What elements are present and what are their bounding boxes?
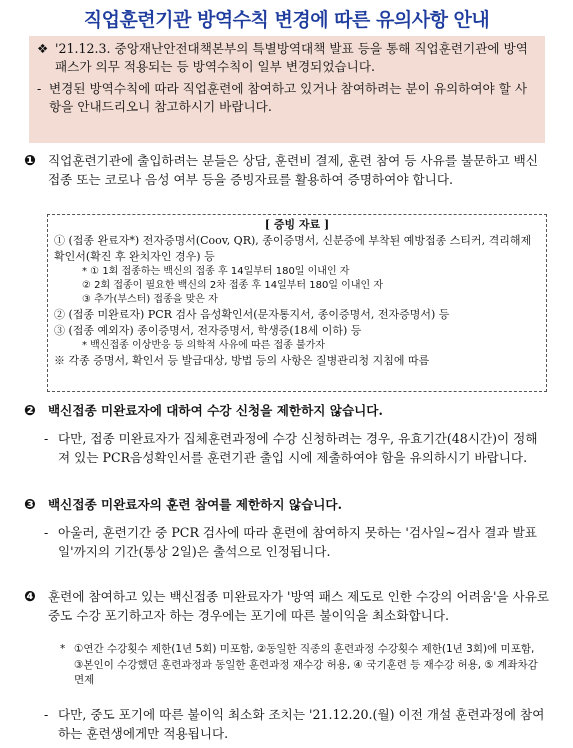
section-4-text: 훈련에 참여하고 있는 백신접종 미완료자가 '방역 패스 제도로 인한 수강의 어려움'을 사유로 중도 수강 포기하고자 하는 경우에는 포기에 따른 불이익을 최소화합니다. [48, 589, 550, 623]
evidence-header: [ 증빙 자료 ] [264, 218, 330, 231]
evidence-item-2: ② (접종 미완료자) PCR 검사 음성확인서(문자통지서, 종이증명서, 전자증명서) 등 [54, 308, 450, 321]
evidence-item-1: ① (접종 완료자*) 전자증명서(Coov, QR), 종이증명서, 신분증에 부착된 예방접종 스티커, 격리해제 확인서(확진 후 완치자인 경우) 등 [54, 234, 532, 263]
section-number-1: ❶ [24, 153, 36, 169]
section-2-detail: - 다만, 접종 미완료자가 집체훈련과정에 수강 신청하려는 경우, 유효기간(48시간)이 정해져 있는 PCR음성확인서를 훈련기관 출입 시에 제출하여야 함을 유의하시기 바랍니다. [44, 430, 548, 467]
evidence-item-3: ③ (접종 예외자) 종이증명서, 전자증명서, 학생증(18세 이하) 등 [54, 324, 362, 337]
evidence-sub-1: * ① 1회 접종하는 백신의 접종 후 14일부터 180일 이내인 자 [82, 266, 350, 277]
section-2 [24, 402, 550, 421]
section-1 [24, 152, 550, 189]
evidence-footer: ※ 각종 증명서, 확인서 등 발급대상, 방법 등의 사항은 질병관리청 지침에 따름 [54, 354, 430, 367]
section-3-text: 백신접종 미완료자의 훈련 참여를 제한하지 않습니다. [48, 497, 342, 512]
section-number-3: ❸ [24, 497, 36, 513]
section-4-detail: - 다만, 중도 포기에 따른 불이익 최소화 조치는 '21.12.20.(월) 이전 개설 훈련과정에 참여하는 훈련생에게만 적용됩니다. [44, 706, 548, 743]
dash-marker: - [37, 81, 42, 96]
section-4-note: * ①연간 수강횟수 제한(1년 5회) 미포함, ②동일한 직종의 훈련과정 수강횟수 제한(1년 3회)에 미포함, ③본인이 수강했던 훈련과정과 동일한 훈련과정 재수강 허용, ④ 국기훈련 등 재수강 허용, ⑤ 계좌차감 면제 [60, 642, 544, 689]
section-4 [24, 588, 550, 625]
section-3-detail-text: 아울러, 훈련기간 중 PCR 검사에 따라 훈련에 참여하지 못하는 '검사일~검사 결과 발표일'까지의 기간(통상 2일)은 출석으로 인정됩니다. [58, 525, 537, 559]
notice-sub-text: 변경된 방역수칙에 따라 직업훈련에 참여하고 있거나 참여하려는 분이 유의하여야 할 사항을 안내드리오니 참고하시기 바랍니다. [49, 81, 527, 114]
section-3-detail: - 아울러, 훈련기간 중 PCR 검사에 따라 훈련에 참여하지 못하는 '검사일~검사 결과 발표일'까지의 기간(통상 2일)은 출석으로 인정됩니다. [44, 524, 548, 561]
evidence-sub-2: ② 2회 접종이 필요한 백신의 2차 접종 후 14일부터 180일 이내인 자 [82, 280, 383, 291]
evidence-box [47, 214, 547, 392]
section-4-detail-text: 다만, 중도 포기에 따른 불이익 최소화 조치는 '21.12.20.(월) 이전 개설 훈련과정에 참여하는 훈련생에게만 적용됩니다. [58, 707, 545, 741]
notice-lead-text: '21.12.3. 중앙재난안전대책본부의 특별방역대책 발표 등을 통해 직업훈련기관에 방역 패스가 의무 적용되는 등 방역수칙이 일부 변경되었습니다. [55, 41, 528, 74]
page-title: 직업훈련기관 방역수칙 변경에 따른 유의사항 안내 [83, 9, 490, 31]
evidence-sub-3: ③ 추가(부스터) 접종을 맞은 자 [82, 294, 218, 305]
section-2-detail-text: 다만, 접종 미완료자가 집체훈련과정에 수강 신청하려는 경우, 유효기간(48시간)이 정해져 있는 PCR음성확인서를 훈련기관 출입 시에 제출하여야 함을 유의하시기 바랍니다. [58, 431, 538, 465]
notice-box [29, 36, 545, 143]
section-3 [24, 496, 550, 515]
section-number-4: ❹ [24, 589, 36, 605]
section-1-text: 직업훈련기관에 출입하려는 분들은 상담, 훈련비 결제, 훈련 참여 등 사유를 불문하고 백신 접종 또는 코로나 음성 여부 등을 증빙자료를 활용하여 증명하여야 합니다. [48, 153, 539, 187]
diamond-bullet-icon: ❖ [37, 41, 49, 56]
evidence-sub-4: * 백신접종 이상반응 등 의학적 사유에 따른 접종 불가자 [82, 340, 325, 351]
section-number-2: ❷ [24, 403, 36, 419]
section-4-note-text: ①연간 수강횟수 제한(1년 5회) 미포함, ②동일한 직종의 훈련과정 수강횟수 제한(1년 3회)에 미포함, ③본인이 수강했던 훈련과정과 동일한 훈련과정 재수강 허용, ④ 국기훈련 등 재수강 허용, ⑤ 계좌차감 면제 [74, 643, 538, 686]
section-2-text: 백신접종 미완료자에 대하여 수강 신청을 제한하지 않습니다. [48, 403, 383, 418]
